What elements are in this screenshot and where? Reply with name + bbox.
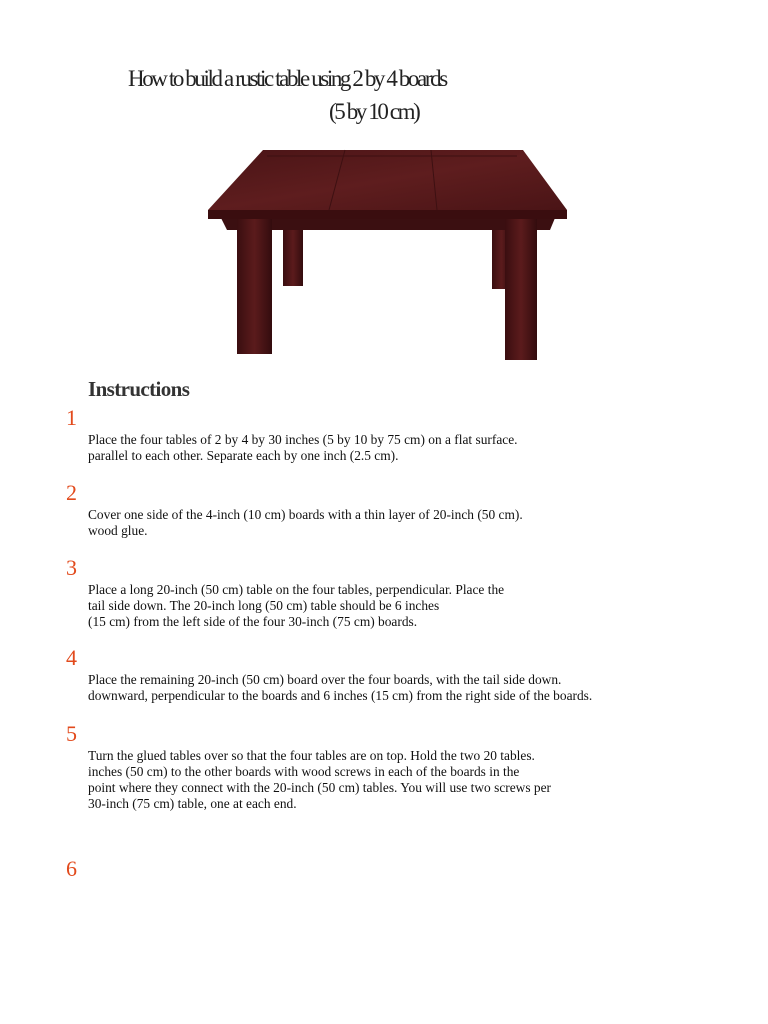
step-line: Place the four tables of 2 by 4 by 30 inches (5 by 10 by 75 cm) on a flat surface. [88, 432, 518, 447]
step-number: 5 [66, 721, 77, 746]
step-text [88, 507, 523, 539]
step-line: Cover one side of the 4-inch (10 cm) boards with a thin layer of 20-inch (50 cm). [88, 507, 523, 522]
step-number: 2 [66, 480, 77, 505]
step-line: Place a long 20-inch (50 cm) table on the four tables, perpendicular. Place the [88, 582, 505, 597]
step-text [88, 672, 592, 704]
step-line: wood glue. [88, 523, 148, 538]
step-line: Place the remaining 20-inch (50 cm) board over the four boards, with the tail side down. [88, 672, 562, 687]
step-line: 30-inch (75 cm) table, one at each end. [88, 796, 297, 811]
step-text [88, 748, 551, 812]
step-text [88, 582, 504, 630]
step-line: inches (50 cm) to the other boards with wood screws in each of the boards in the [88, 764, 520, 779]
step-number: 1 [66, 405, 77, 430]
step-number: 4 [66, 645, 77, 670]
step-number: 3 [66, 555, 77, 580]
step-line: tail side down. The 20-inch long (50 cm) table should be 6 inches [88, 598, 440, 613]
rustic-table-image [205, 146, 571, 362]
step-line: Turn the glued tables over so that the four tables are on top. Hold the two 20 tables. [88, 748, 535, 763]
step-line: downward, perpendicular to the boards and 6 inches (15 cm) from the right side of the boards. [88, 688, 593, 703]
document-title-line-2: (5 by 10 cm) [329, 99, 419, 124]
instructions-heading: Instructions [88, 377, 190, 401]
step-line: point where they connect with the 20-inch (50 cm) tables. You will use two screws per [88, 780, 551, 795]
step-line: (15 cm) from the left side of the four 30-inch (75 cm) boards. [88, 614, 418, 629]
step-text [88, 432, 518, 464]
step-number: 6 [66, 856, 77, 881]
step-line: parallel to each other. Separate each by one inch (2.5 cm). [88, 448, 399, 463]
document-title-line-1: How to build a rustic table using 2 by 4 boards [128, 66, 446, 91]
